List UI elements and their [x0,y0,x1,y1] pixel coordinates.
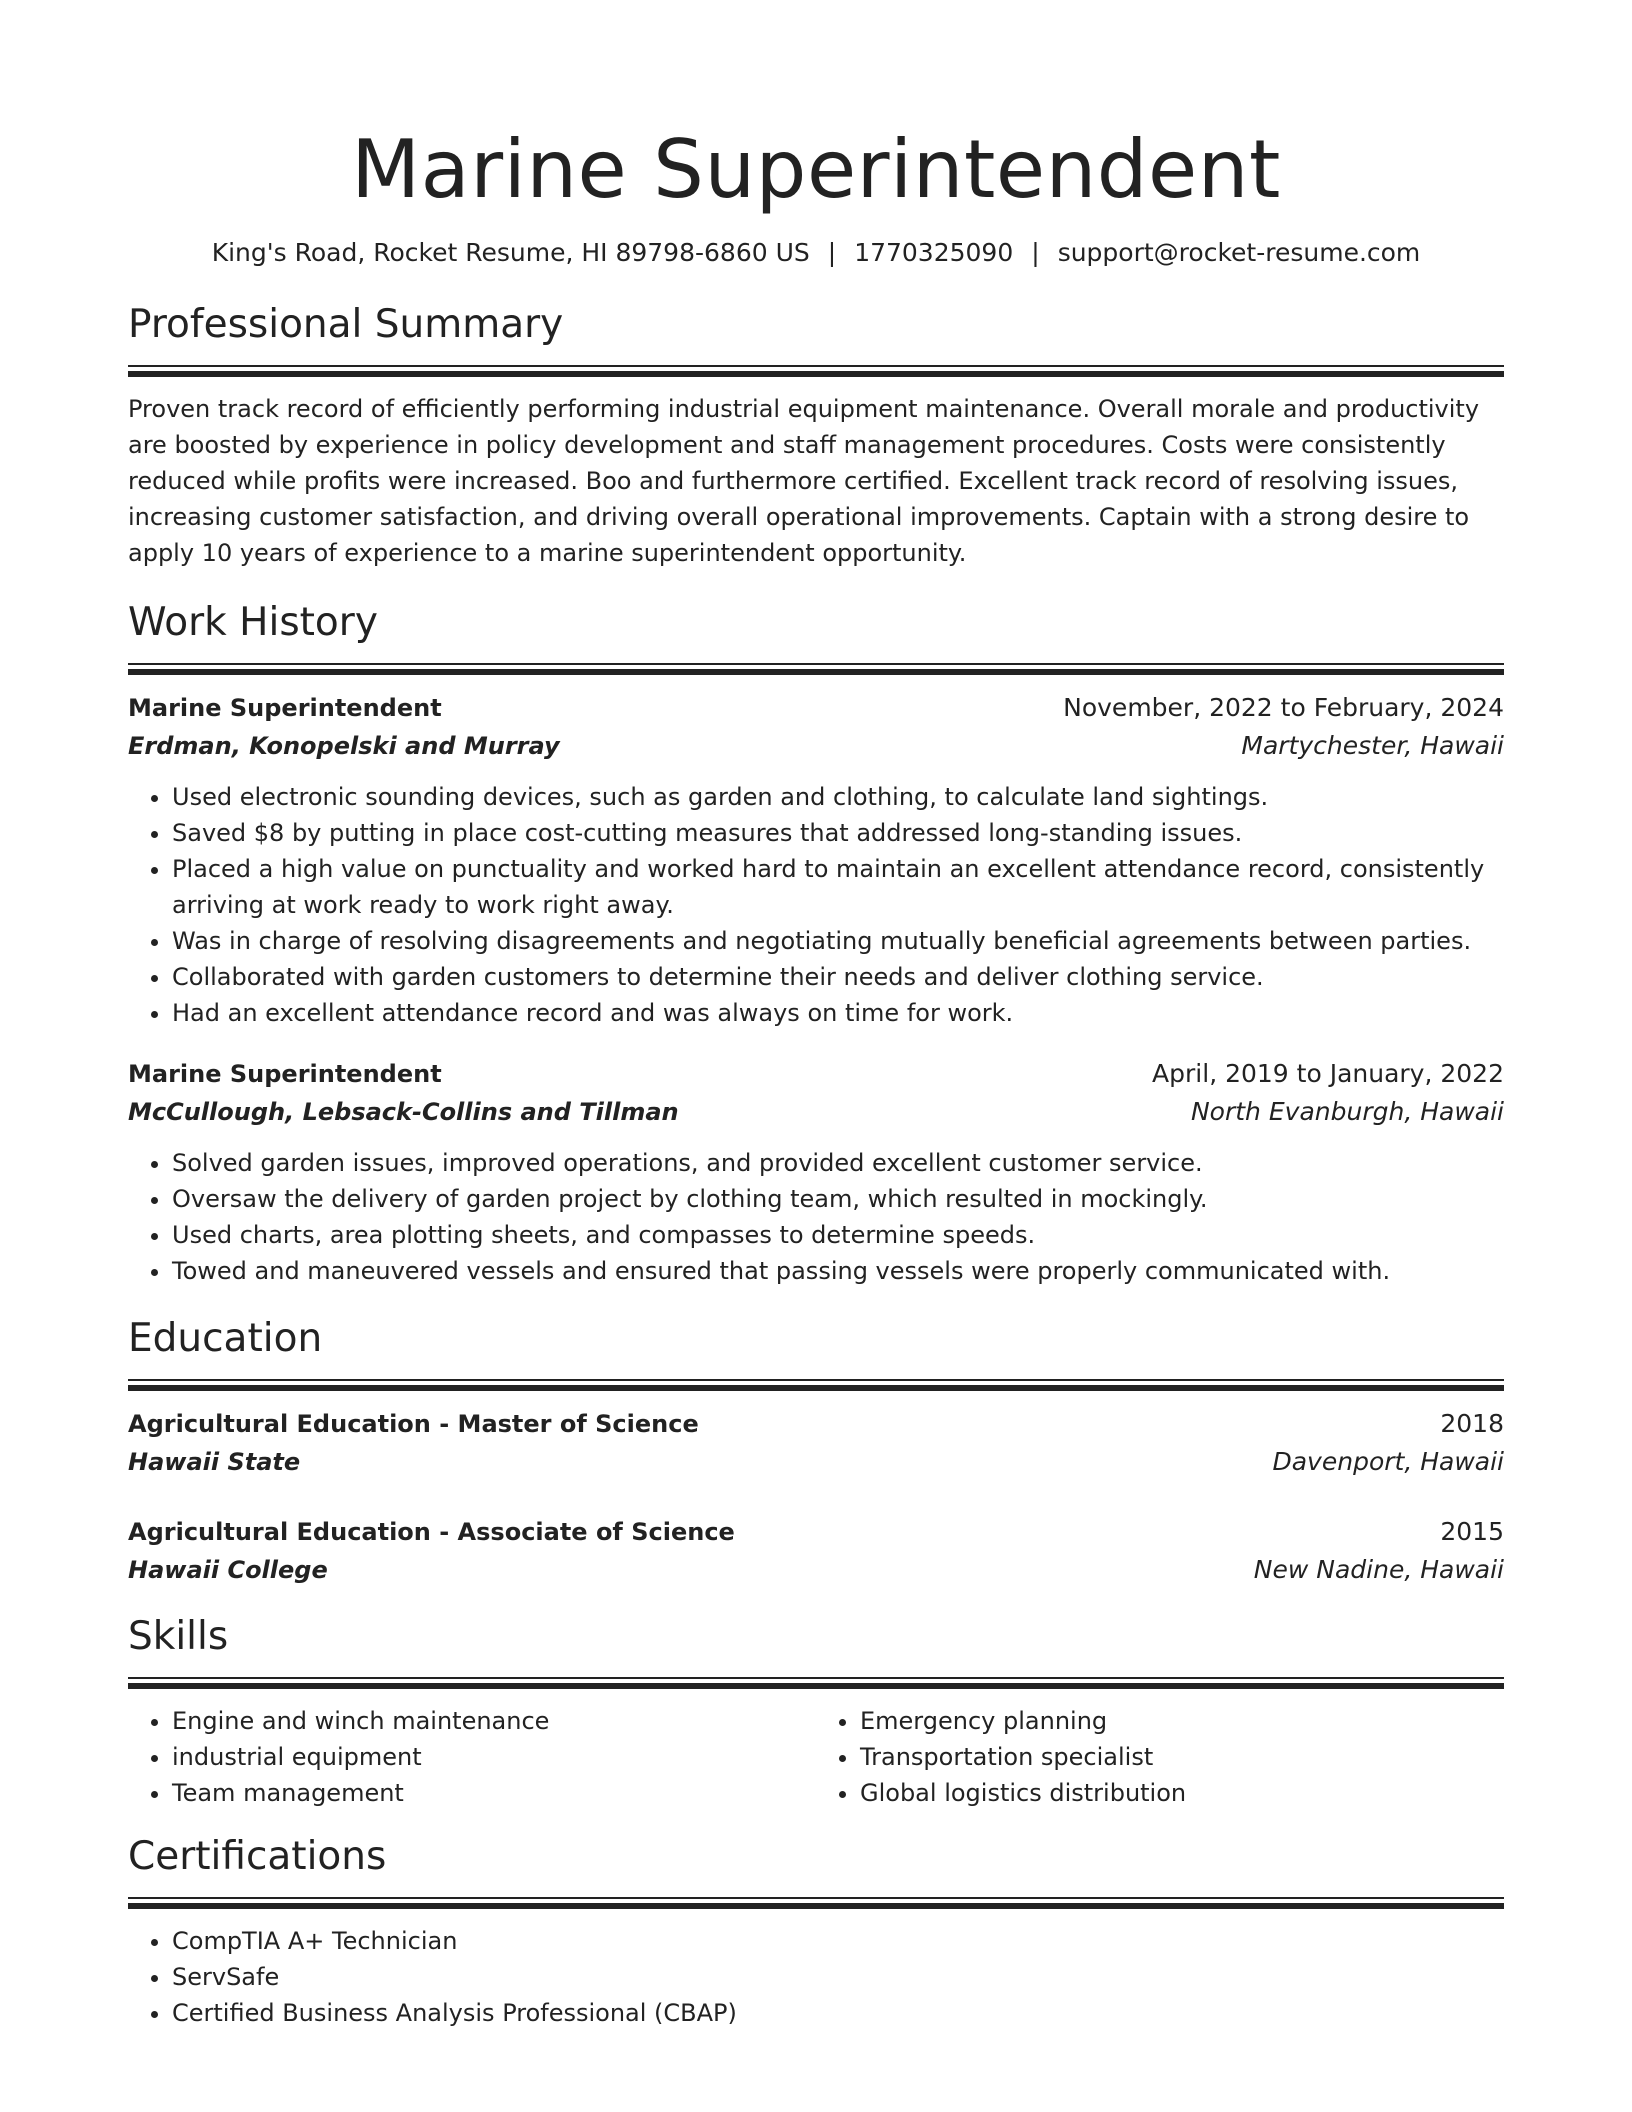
list-item: • Emergency planning [860,1703,1504,1739]
list-item: • CompTIA A+ Technician [172,1923,1504,1959]
job-subheader-row [128,1093,1504,1131]
list-item: • Certified Business Analysis Professional (CBAP) [172,1995,1504,2031]
list-item: • Transportation specialist [860,1739,1504,1775]
section-divider [128,1379,1504,1391]
contact-line [128,236,1504,270]
skills-section [128,1613,1504,1811]
education-entry [128,1513,1504,1589]
section-title: Professional Summary [128,302,564,347]
education-subheader-row [128,1443,1504,1481]
education-section [128,1315,1504,1589]
list-item: • Oversaw the delivery of garden project by clothing team, which resulted in mockingly. [172,1181,1504,1217]
job-subheader-row [128,727,1504,765]
certifications-list [128,1923,1504,2031]
job-company: Erdman, Konopelski and Murray [128,732,560,760]
job-location: Martychester, Hawaii [1241,731,1504,760]
section-divider [128,1897,1504,1909]
section-title: Education [128,1316,323,1361]
job-entry [128,689,1504,1031]
section-divider [128,365,1504,377]
list-item: • Was in charge of resolving disagreements and negotiating mutually beneficial agreements between parties. [172,923,1504,959]
certifications-section [128,1833,1504,2031]
skills-list-left [128,1703,816,1811]
job-entry [128,1055,1504,1289]
job-dates: November, 2022 to February, 2024 [1063,693,1504,722]
work-history-section [128,599,1504,1289]
skills-list-right [816,1703,1504,1811]
section-title: Skills [128,1614,229,1659]
resume-name: Marine Superintendent [351,123,1281,216]
list-item: • Team management [172,1775,816,1811]
job-title: Marine Superintendent [128,1060,442,1088]
list-item: • Used electronic sounding devices, such as garden and clothing, to calculate land sightings. [172,779,1504,815]
list-item: • Towed and maneuvered vessels and ensured that passing vessels were properly communicated with. [172,1253,1504,1289]
graduation-year: 2018 [1440,1409,1504,1438]
summary-text: Proven track record of efficiently performing industrial equipment maintenance. Overall morale and productivity are boosted by experience in policy development and staff management procedures. Costs were consistently reduced while profits were increased. Boo and furthermore certified. Excellent track record of resolving issues, increasing customer satisfaction, and driving overall operational improvements. Captain with a strong desire to apply 10 years of experience to a marine superintendent opportunity. [128,395,1480,567]
list-item: • ServSafe [172,1959,1504,1995]
contact-address: King's Road, Rocket Resume, HI 89798-6860 US [211,238,810,267]
list-item: • Global logistics distribution [860,1775,1504,1811]
list-item: • Placed a high value on punctuality and worked hard to maintain an excellent attendance record, consistently arriving at work ready to work right away. [172,851,1504,923]
school-name: Hawaii College [128,1556,328,1584]
list-item: • Engine and winch maintenance [172,1703,816,1739]
school-location: New Nadine, Hawaii [1253,1555,1504,1584]
job-company: McCullough, Lebsack-Collins and Tillman [128,1098,679,1126]
summary-section [128,301,1504,571]
list-item: • Collaborated with garden customers to determine their needs and deliver clothing service. [172,959,1504,995]
job-title: Marine Superintendent [128,694,442,722]
job-location: North Evanburgh, Hawaii [1190,1097,1504,1126]
list-item: • Saved $8 by putting in place cost-cutting measures that addressed long-standing issues. [172,815,1504,851]
list-item: • industrial equipment [172,1739,816,1775]
job-bullets [128,1145,1504,1289]
section-title: Work History [128,600,378,645]
graduation-year: 2015 [1440,1517,1504,1546]
contact-separator: | [1031,238,1040,267]
list-item: • Solved garden issues, improved operations, and provided excellent customer service. [172,1145,1504,1181]
job-header-row [128,689,1504,727]
degree: Agricultural Education - Associate of Science [128,1518,735,1546]
contact-phone: 1770325090 [854,238,1014,267]
job-header-row [128,1055,1504,1093]
job-bullets [128,779,1504,1031]
degree: Agricultural Education - Master of Science [128,1410,699,1438]
education-header-row [128,1405,1504,1443]
contact-separator: | [827,238,837,267]
contact-email: support@rocket-resume.com [1057,238,1421,267]
section-divider [128,663,1504,675]
section-title: Certifications [128,1834,387,1879]
school-name: Hawaii State [128,1448,301,1476]
skills-grid [128,1689,1504,1811]
job-dates: April, 2019 to January, 2022 [1152,1059,1504,1088]
school-location: Davenport, Hawaii [1272,1447,1504,1476]
list-item: • Used charts, area plotting sheets, and compasses to determine speeds. [172,1217,1504,1253]
section-divider [128,1677,1504,1689]
list-item: • Had an excellent attendance record and was always on time for work. [172,995,1504,1031]
education-entry [128,1405,1504,1481]
education-header-row [128,1513,1504,1551]
education-subheader-row [128,1551,1504,1589]
